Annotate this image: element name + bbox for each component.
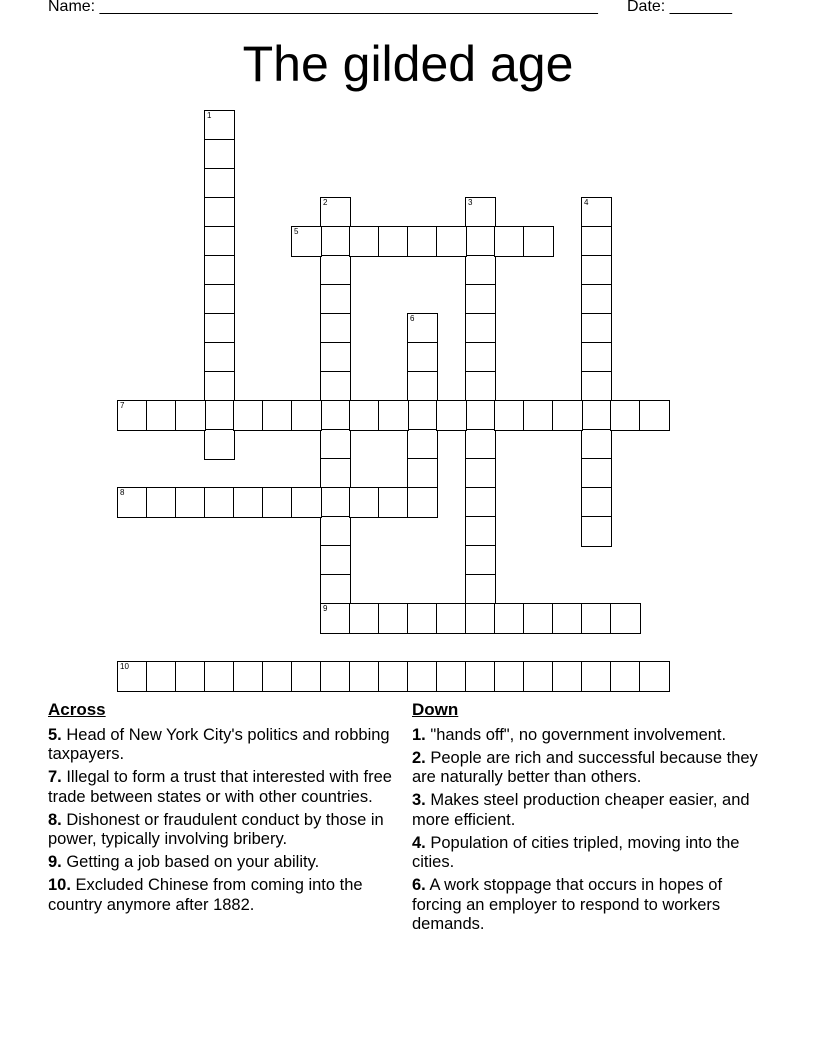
grid-cell[interactable] [436,603,467,634]
clue-number: 2 [323,198,328,207]
grid-cell[interactable] [320,400,351,431]
clue-number: 5 [294,227,299,236]
clue-number: 5. [48,725,62,744]
grid-cell[interactable] [523,603,554,634]
grid-cell[interactable] [291,661,322,692]
across-clue-list [48,726,408,916]
grid-cell[interactable] [175,661,206,692]
grid-cell[interactable] [639,661,670,692]
grid-cell[interactable] [320,284,351,315]
grid-cell[interactable] [581,226,612,257]
clue-text: Getting a job based on your ability. [61,853,320,871]
down-clue [412,876,772,935]
grid-cell[interactable] [407,371,438,402]
grid-cell[interactable] [581,458,612,489]
grid-cell[interactable] [581,371,612,402]
clue-number: 1. [412,725,426,744]
grid-cell[interactable] [407,226,438,257]
grid-cell[interactable] [465,284,496,315]
clue-text: Illegal to form a trust that interested with free trade between states or with other countries. [48,768,392,806]
grid-cell[interactable] [204,168,235,199]
grid-cell[interactable] [494,603,525,634]
grid-cell[interactable] [204,487,235,518]
clue-number: 2. [412,748,426,767]
across-clue [48,853,408,873]
grid-cell[interactable] [320,429,351,460]
grid-cell[interactable] [320,458,351,489]
grid-cell[interactable] [204,661,235,692]
grid-cell[interactable] [581,255,612,286]
grid-cell[interactable] [523,226,554,257]
clue-number: 7. [48,768,62,786]
grid-cell[interactable] [146,661,177,692]
clue-number: 6. [412,876,426,894]
down-clue [412,749,772,788]
grid-cell[interactable] [320,313,351,344]
grid-cell[interactable] [465,429,496,460]
down-clue-list [412,726,772,935]
grid-cell[interactable] [320,574,351,605]
grid-cell[interactable] [407,603,438,634]
grid-cell[interactable] [378,661,409,692]
grid-cell[interactable] [233,661,264,692]
grid-cell[interactable] [262,400,293,431]
grid-cell[interactable] [407,313,438,344]
grid-cell[interactable] [204,197,235,228]
clue-number: 4. [412,833,426,852]
clue-number: 6 [410,314,415,323]
grid-cell[interactable] [436,226,467,257]
grid-cell[interactable] [407,661,438,692]
grid-cell[interactable] [117,661,148,692]
page-title: The gilded age [242,36,574,92]
grid-cell[interactable] [175,400,206,431]
grid-cell[interactable] [581,400,612,431]
grid-cell[interactable] [494,226,525,257]
grid-cell[interactable] [204,313,235,344]
grid-cell[interactable] [204,371,235,402]
across-clue [48,768,408,807]
grid-cell[interactable] [581,516,612,547]
grid-cell[interactable] [320,226,351,257]
grid-cell[interactable] [465,545,496,576]
grid-cell[interactable] [291,226,322,257]
clue-text: People are rich and successful because they are naturally better than others. [412,748,758,786]
grid-cell[interactable] [146,400,177,431]
grid-cell[interactable] [204,429,235,460]
grid-cell[interactable] [465,400,496,431]
grid-cell[interactable] [465,313,496,344]
grid-cell[interactable] [407,458,438,489]
clue-text: Dishonest or fraudulent conduct by those in power, typically involving bribery. [48,810,384,848]
grid-cell[interactable] [407,487,438,518]
clue-number: 1 [207,111,212,120]
grid-cell[interactable] [175,487,206,518]
grid-cell[interactable] [204,400,235,431]
clue-text: A work stoppage that occurs in hopes of forcing an employer to respond to workers demands. [412,876,723,933]
grid-cell[interactable] [581,313,612,344]
grid-cell[interactable] [465,516,496,547]
grid-cell[interactable] [610,400,641,431]
clue-number: 9 [323,604,328,613]
grid-cell[interactable] [610,603,641,634]
clue-text: Makes steel production cheaper easier, and more efficient. [412,791,750,829]
clue-number: 3 [468,198,473,207]
grid-cell[interactable] [349,400,380,431]
grid-cell[interactable] [581,284,612,315]
grid-cell[interactable] [378,487,409,518]
grid-cell[interactable] [378,226,409,257]
grid-cell[interactable] [233,400,264,431]
grid-cell[interactable] [436,661,467,692]
grid-cell[interactable] [552,661,583,692]
grid-cell[interactable] [204,139,235,170]
grid-cell[interactable] [465,197,496,228]
clue-number: 8 [120,488,125,497]
grid-cell[interactable] [465,371,496,402]
grid-cell[interactable] [494,400,525,431]
grid-cell[interactable] [465,255,496,286]
grid-cell[interactable] [146,487,177,518]
clue-number: 10 [120,662,129,671]
grid-cell[interactable] [320,487,351,518]
down-clue [412,726,772,746]
grid-cell[interactable] [523,661,554,692]
grid-cell[interactable] [407,342,438,373]
grid-cell[interactable] [407,400,438,431]
clue-number: 4 [584,198,589,207]
across-clue [48,811,408,850]
grid-cell[interactable] [407,429,438,460]
grid-cell[interactable] [204,226,235,257]
down-heading: Down [412,700,459,719]
grid-cell[interactable] [262,661,293,692]
down-clue [412,791,772,830]
grid-cell[interactable] [465,226,496,257]
clue-text: Head of New York City's politics and robbing taxpayers. [48,725,390,763]
grid-cell[interactable] [320,545,351,576]
grid-cell[interactable] [465,574,496,605]
clue-text: Population of cities tripled, moving into the cities. [412,833,740,871]
grid-cell[interactable] [581,661,612,692]
grid-cell[interactable] [581,429,612,460]
grid-cell[interactable] [320,197,351,228]
grid-cell[interactable] [581,197,612,228]
grid-cell[interactable] [117,487,148,518]
grid-cell[interactable] [349,603,380,634]
grid-cell[interactable] [465,603,496,634]
clue-number: 9. [48,853,62,871]
grid-cell[interactable] [291,400,322,431]
grid-cell[interactable] [204,110,235,141]
grid-cell[interactable] [349,226,380,257]
grid-cell[interactable] [320,255,351,286]
clue-text: Excluded Chinese from coming into the country anymore after 1882. [48,876,363,914]
grid-cell[interactable] [581,487,612,518]
down-clue [412,834,772,873]
grid-cell[interactable] [320,603,351,634]
grid-cell[interactable] [204,284,235,315]
grid-cell[interactable] [320,371,351,402]
grid-cell[interactable] [523,400,554,431]
across-clues [48,700,408,919]
grid-cell[interactable] [552,400,583,431]
grid-cell[interactable] [349,661,380,692]
grid-cell[interactable] [117,400,148,431]
clue-number: 7 [120,401,125,410]
grid-cell[interactable] [436,400,467,431]
grid-cell[interactable] [581,342,612,373]
grid-cell[interactable] [552,603,583,634]
grid-cell[interactable] [291,487,322,518]
grid-cell[interactable] [610,661,641,692]
grid-cell[interactable] [494,661,525,692]
clue-number: 8. [48,810,62,829]
down-clues [412,700,772,938]
grid-cell[interactable] [204,342,235,373]
across-heading: Across [48,700,106,719]
grid-cell[interactable] [320,342,351,373]
clue-number: 3. [412,791,426,809]
grid-cell[interactable] [320,516,351,547]
grid-cell[interactable] [465,342,496,373]
name-field-label: Name: ________________________________________________________ [48,0,598,15]
clue-text: "hands off", no government involvement. [425,725,727,744]
grid-cell[interactable] [581,603,612,634]
grid-cell[interactable] [233,487,264,518]
date-field-label: Date: _______ [627,0,732,15]
across-clue [48,876,408,915]
grid-cell[interactable] [465,661,496,692]
grid-cell[interactable] [262,487,293,518]
clue-number: 10. [48,876,71,894]
grid-cell[interactable] [465,487,496,518]
grid-cell[interactable] [320,661,351,692]
grid-cell[interactable] [639,400,670,431]
across-clue [48,726,408,765]
grid-cell[interactable] [378,400,409,431]
grid-cell[interactable] [349,487,380,518]
grid-cell[interactable] [378,603,409,634]
grid-cell[interactable] [465,458,496,489]
grid-cell[interactable] [204,255,235,286]
